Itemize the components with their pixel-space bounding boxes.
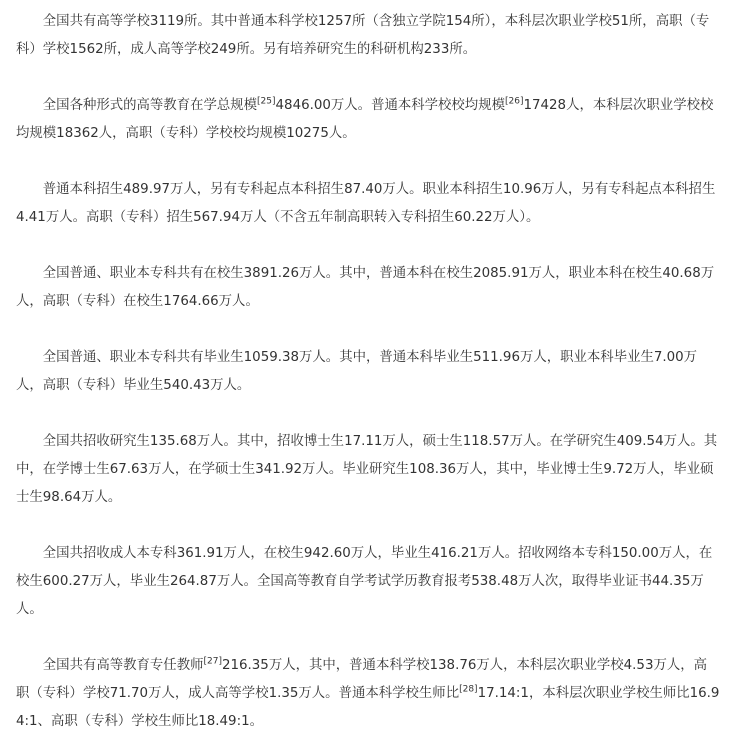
paragraph-text: 17428人，本科层次职业学校校均规模18362人，高职（专科）学校校均规模10275人。 [16,98,714,141]
paragraph-text: 全国普通、职业本专科共有在校生3891.26万人。其中，普通本科在校生2085.91万人，职业本科在校生40.68万人，高职（专科）在校生1764.66万人。 [16,266,715,309]
paragraph-graduates [16,344,720,400]
paragraph-enrollment [16,176,720,232]
paragraph-text: 全国共招收成人本专科361.91万人，在校生942.60万人，毕业生416.21万人。招收网络本专科150.00万人，在校生600.27万人，毕业生264.87万人。全国高等教育自学考试学历教育报考538.48万人次，取得毕业证书44.35万人。 [16,546,713,617]
paragraph-text: 全国各种形式的高等教育在学总规模 [42,98,258,113]
article-body [16,0,720,736]
paragraph-adult-education [16,540,720,624]
paragraph-text: 全国共有高等教育专任教师 [42,658,204,673]
paragraph-text: 4846.00万人。普通本科学校校均规模 [275,98,505,113]
paragraph-teachers [16,652,720,736]
paragraph-text: 普通本科招生489.97万人，另有专科起点本科招生87.40万人。职业本科招生10.96万人，另有专科起点本科招生4.41万人。高职（专科）招生567.94万人（不含五年制高职转入专科招生60.22万人）。 [16,182,716,225]
paragraph-postgraduates [16,428,720,512]
paragraph-text: 全国共招收研究生135.68万人。其中，招收博士生17.11万人，硕士生118.57万人。在学研究生409.54万人。其中，在学博士生67.63万人，在学硕士生341.92万人。毕业研究生108.36万人，其中，毕业博士生9.72万人，毕业硕士生98.64万人。 [16,434,718,505]
footnote-ref-27[interactable]: [27] [203,656,222,667]
paragraph-text: 全国共有高等学校3119所。其中普通本科学校1257所（含独立学院154所），本科层次职业学校51所，高职（专科）学校1562所，成人高等学校249所。另有培养研究生的科研机构233所。 [16,14,710,57]
paragraph-text: 216.35万人，其中，普通本科学校138.76万人，本科层次职业学校4.53万人，高职（专科）学校71.70万人，成人高等学校1.35万人。普通本科学校生师比 [16,658,708,701]
footnote-ref-28[interactable]: [28] [459,684,478,695]
paragraph-text: 17.14:1，本科层次职业学校生师比16.94:1、高职（专科）学校生师比18.49:1。 [16,686,720,729]
footnote-ref-26[interactable]: [26] [504,96,524,107]
paragraph-in-school [16,260,720,316]
paragraph-institutions [16,8,720,64]
paragraph-scale [16,92,720,148]
paragraph-text: 全国普通、职业本专科共有毕业生1059.38万人。其中，普通本科毕业生511.96万人，职业本科毕业生7.00万人，高职（专科）毕业生540.43万人。 [16,350,698,393]
footnote-ref-25[interactable]: [25] [257,96,276,107]
